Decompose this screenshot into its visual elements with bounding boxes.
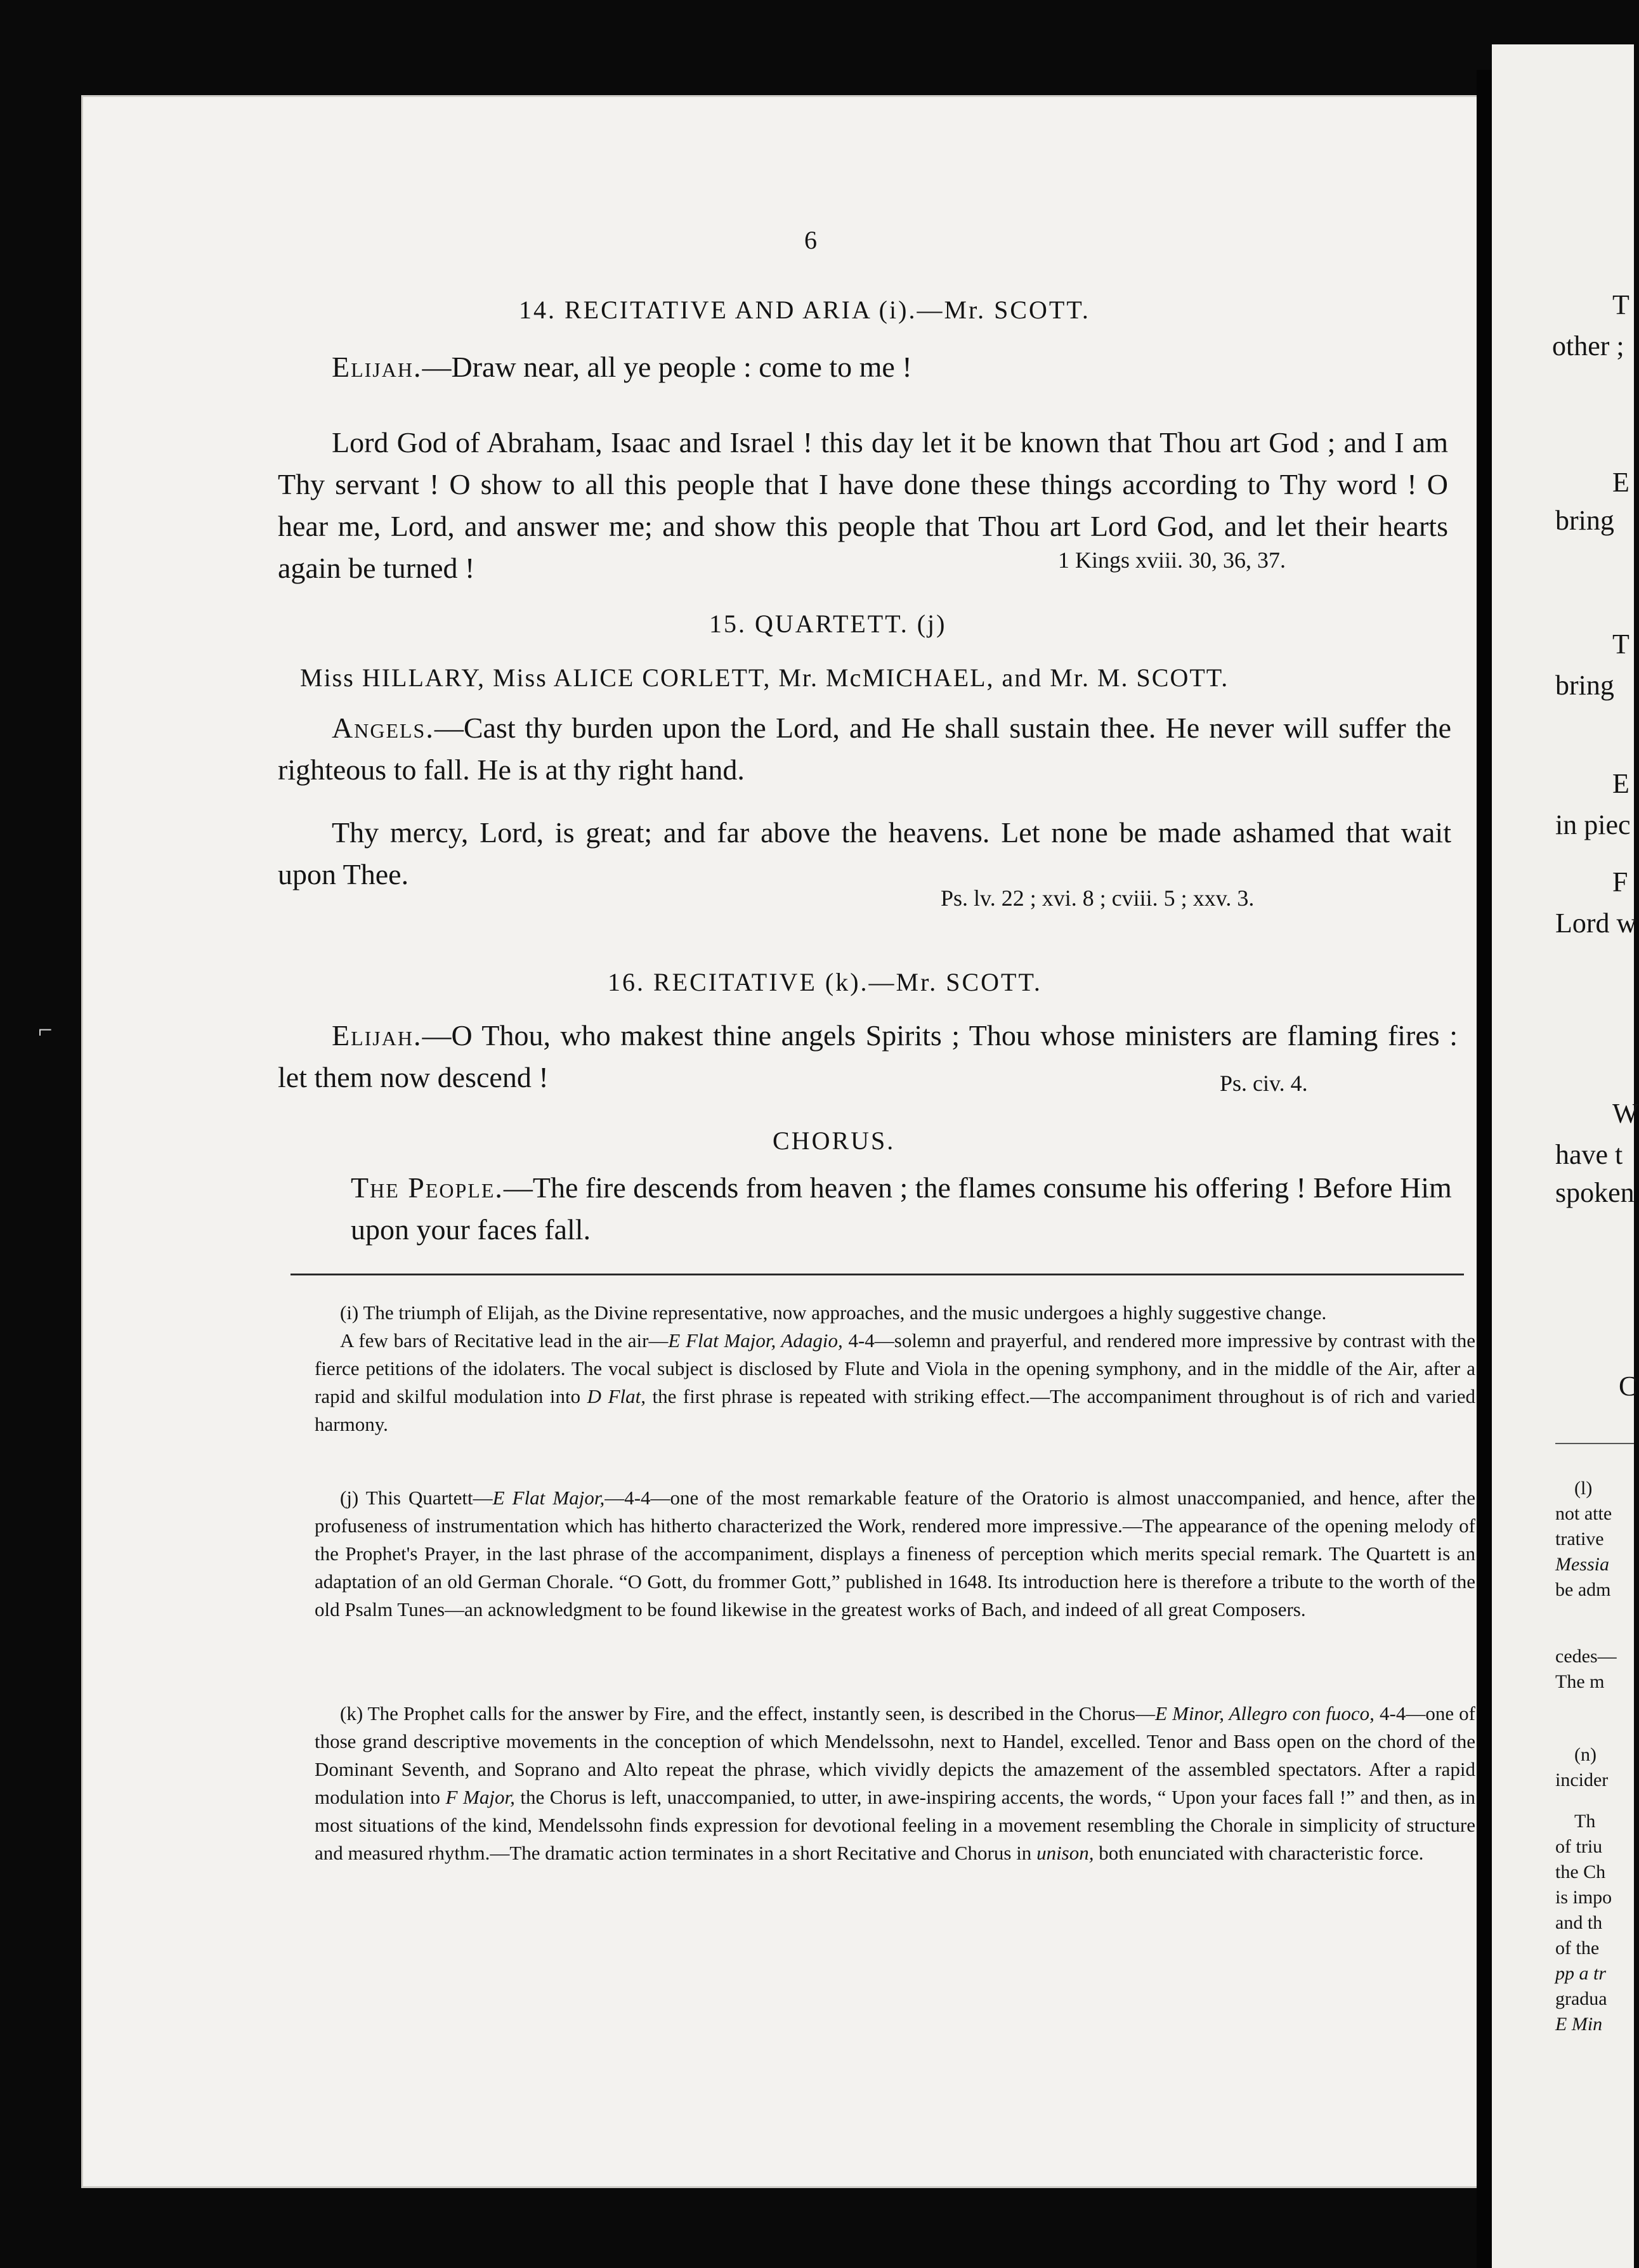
facing-note-fragment: (l) bbox=[1574, 1478, 1593, 1499]
section-16-reference: Ps. civ. 4. bbox=[1220, 1071, 1308, 1096]
facing-divider bbox=[1555, 1443, 1634, 1444]
footnote-divider bbox=[291, 1274, 1464, 1275]
section-14-body: Lord God of Abraham, Isaac and Israel ! this day let it be known that Thou art God ; and I am Thy servant ! O show to all this people that I have done these things according to Thy word ! O hear me, Lord, and answer me; and show this people that Thou art Lord God, and let their hearts again be turned ! bbox=[278, 426, 1448, 584]
facing-note-fragment: the Ch bbox=[1555, 1861, 1606, 1882]
facing-fragment: F bbox=[1612, 866, 1628, 897]
lead-text: —Cast thy burden upon the Lord, and He shall sustain thee. He never will suffer the righteous to fall. He is at thy right hand. bbox=[278, 712, 1451, 786]
facing-note-fragment: be adm bbox=[1555, 1579, 1611, 1600]
facing-fragment: E bbox=[1612, 467, 1629, 498]
facing-fragment: T bbox=[1612, 629, 1629, 660]
note-key: unison, bbox=[1036, 1842, 1094, 1864]
page-edge-mark: ⌐ bbox=[38, 1015, 53, 1044]
section-16-heading: 16. RECITATIVE (k).—Mr. SCOTT. bbox=[608, 968, 1042, 996]
section-15-lead bbox=[278, 707, 1451, 791]
speaker-name: Elijah. bbox=[332, 351, 422, 383]
facing-note-fragment: E Min bbox=[1555, 2014, 1603, 2035]
section-15-singers: Miss HILLARY, Miss ALICE CORLETT, Mr. McMICHAEL, and Mr. M. SCOTT. bbox=[300, 663, 1229, 692]
facing-note-fragment: incider bbox=[1555, 1769, 1609, 1790]
note-key: F Major, bbox=[445, 1786, 515, 1808]
section-14-heading: 14. RECITATIVE AND ARIA (i).—Mr. SCOTT. bbox=[519, 296, 1090, 324]
footnote-i bbox=[315, 1299, 1475, 1438]
facing-note-fragment: Messia bbox=[1555, 1554, 1609, 1575]
facing-fragment: W bbox=[1612, 1098, 1639, 1129]
facing-note-fragment: pp a tr bbox=[1555, 1963, 1607, 1984]
facing-note-fragment: of the bbox=[1555, 1938, 1600, 1958]
footnote-k bbox=[315, 1700, 1475, 1867]
facing-fragment: Lord w bbox=[1555, 908, 1637, 939]
facing-note-fragment: (n) bbox=[1574, 1744, 1597, 1765]
facing-note-fragment: and th bbox=[1555, 1912, 1603, 1933]
left-page bbox=[81, 95, 1483, 2188]
page-gutter bbox=[1477, 70, 1493, 2268]
facing-fragment: have t bbox=[1555, 1139, 1623, 1170]
note-text: 4-4—one of those grand descriptive movements in the conception of which Mendelssohn, next to Handel, excelled. Tenor and Bass open on the chord of the Dominant Seventh, and Soprano and Alto repeat the phrase, which vividly depicts the amazement of the assembled spectators. After a rapid modulation into bbox=[315, 1702, 1476, 1808]
note-text: both enunciated with characteristic force. bbox=[1094, 1842, 1424, 1864]
footnote-j bbox=[315, 1484, 1475, 1624]
lead-text: —Draw near, all ye people : come to me ! bbox=[422, 351, 912, 383]
note-key: E Minor, Allegro con fuoco, bbox=[1155, 1702, 1375, 1724]
facing-fragment: other ; bbox=[1552, 330, 1624, 362]
note-key: E Flat Major, bbox=[492, 1487, 605, 1509]
section-15-reference: Ps. lv. 22 ; xvi. 8 ; cviii. 5 ; xxv. 3. bbox=[941, 885, 1255, 911]
footnote-i-body bbox=[315, 1327, 1475, 1438]
section-14-reference: 1 Kings xviii. 30, 36, 37. bbox=[1058, 547, 1286, 573]
note-key: E Flat Major, Adagio, bbox=[668, 1329, 843, 1352]
section-15-heading: 15. QUARTETT. (j) bbox=[709, 609, 947, 638]
facing-note-fragment: Th bbox=[1574, 1811, 1596, 1832]
facing-note-fragment: not atte bbox=[1555, 1503, 1612, 1524]
facing-fragment: T bbox=[1612, 289, 1629, 320]
lead-text: —The fire descends from heaven ; the flames consume his offering ! Before Him upon your faces fall. bbox=[351, 1171, 1452, 1246]
note-text: (k) The Prophet calls for the answer by Fire, and the effect, instantly seen, is described in the Chorus— bbox=[340, 1702, 1156, 1724]
footnote-k-body bbox=[315, 1700, 1475, 1867]
facing-note-fragment: trative bbox=[1555, 1528, 1604, 1549]
page-number: 6 bbox=[804, 226, 817, 254]
facing-fragment: bring bbox=[1555, 505, 1614, 536]
note-text: 4-4—solemn and prayerful, and rendered more impressive by contrast with the fierce petitions of the idolaters. The vocal subject is disclosed by Flute and Viola in the opening symphony, and in the middle of the Air, after a rapid and skilful modulation into bbox=[315, 1329, 1475, 1407]
note-text: A few bars of Recitative lead in the air— bbox=[340, 1329, 669, 1352]
facing-fragment: spoken bbox=[1555, 1177, 1635, 1208]
note-text: the first phrase is repeated with striking effect.—The accompaniment throughout is of rich and varied harmony. bbox=[315, 1385, 1475, 1435]
speaker-name: Elijah. bbox=[332, 1019, 422, 1052]
facing-note-fragment: of triu bbox=[1555, 1836, 1603, 1857]
chorus-lead bbox=[351, 1167, 1461, 1251]
facing-note-fragment: gradua bbox=[1555, 1988, 1607, 2009]
footnote-j-body bbox=[315, 1484, 1475, 1624]
section-14-lead bbox=[332, 346, 1448, 388]
facing-fragment: C bbox=[1619, 1371, 1638, 1402]
facing-fragment: E bbox=[1612, 768, 1629, 799]
section-15-body: Thy mercy, Lord, is great; and far above the heavens. Let none be made ashamed that wait upon Thee. bbox=[278, 816, 1451, 890]
speaker-name: The People. bbox=[351, 1171, 504, 1204]
facing-fragment: in piec bbox=[1555, 809, 1631, 840]
facing-note-fragment: is impo bbox=[1555, 1887, 1612, 1908]
speaker-name: Angels. bbox=[332, 712, 434, 744]
note-text: (j) This Quartett— bbox=[340, 1487, 493, 1509]
facing-note-fragment: cedes— bbox=[1555, 1646, 1617, 1667]
facing-note-fragment: The m bbox=[1555, 1671, 1605, 1692]
page-content bbox=[81, 95, 1483, 2188]
facing-page bbox=[1492, 44, 1639, 2268]
note-text: the Chorus is left, unaccompanied, to utter, in awe-inspiring accents, the words, “ Upon your faces fall !” and then, as in most situations of the kind, Mendelssohn finds expression for devotional feeling in a movement resembling the Chorale in simplicity of structure and measured rhythm.—The dramatic action terminates in a short Recitative and Chorus in bbox=[315, 1786, 1475, 1864]
note-key: D Flat, bbox=[587, 1385, 646, 1407]
facing-fragment: bring bbox=[1555, 670, 1614, 701]
note-text: —4-4—one of the most remarkable feature of the Oratorio is almost unaccompanied, and hence, after the profuseness of instrumentation which has hitherto characterized the Work, rendered more impressive.—The appearance of the opening melody of the Prophet's Prayer, in the last phrase of the accompaniment, displays a fineness of perception which merits special remark. The Quartett is an adaptation of an old German Chorale. “O Gott, du frommer Gott,” published in 1648. Its introduction here is therefore a tribute to the worth of the old Psalm Tunes—an acknowledgment to be found likewise in the greatest works of Bach, and indeed of all great Composers. bbox=[315, 1487, 1475, 1620]
lead-text: —O Thou, who makest thine angels Spirits ; Thou whose ministers are flaming fires : let them now descend ! bbox=[278, 1019, 1458, 1093]
chorus-heading: CHORUS. bbox=[773, 1126, 896, 1155]
footnote-i-intro: (i) The triumph of Elijah, as the Divine representative, now approaches, and the music undergoes a highly suggestive change. bbox=[340, 1301, 1327, 1324]
